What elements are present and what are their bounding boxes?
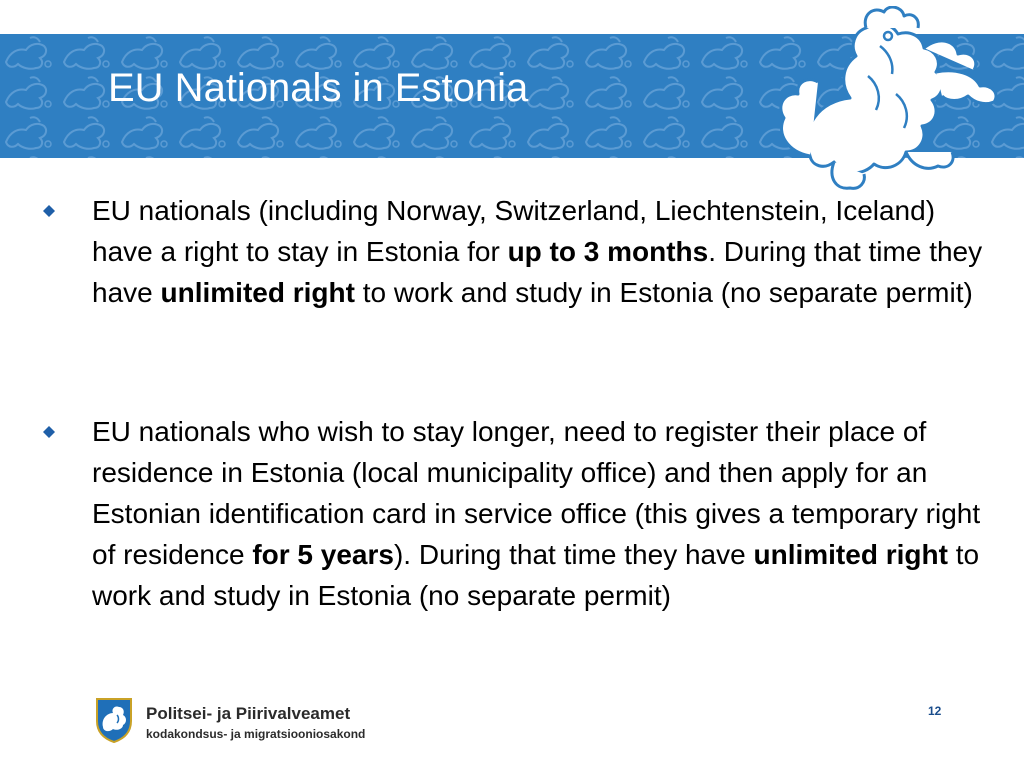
bullet-segment: EU nationals (including Norway, Switzerland, Liechtenstein, Iceland) have a right to stay in Estonia for <box>92 195 936 267</box>
bullet-segment: to work and study in Estonia (no separate permit) <box>354 277 973 308</box>
footer-organization: Politsei- ja Piirivalveamet <box>146 704 351 723</box>
police-shield-logo-icon <box>95 697 133 743</box>
bullet-text <box>92 411 992 616</box>
bullet-text <box>92 190 992 313</box>
lion-emblem-icon <box>770 6 1010 192</box>
diamond-bullet-icon <box>43 205 55 217</box>
bullet-segment-bold: up to 3 months <box>507 236 709 267</box>
bullet-segment: EU nationals who wish to stay longer, need to register their place of residence in Estonia (local municipality office) and then apply for an Estonian identification card in service office (this gives a temporary right of residence <box>92 416 981 570</box>
diamond-bullet-icon <box>43 426 55 438</box>
bullet-segment: . During that time they have <box>92 236 983 308</box>
page-number: 12 <box>928 704 942 718</box>
footer-department: kodakondsus- ja migratsiooniosakond <box>146 727 366 741</box>
bullet-segment-bold: unlimited right <box>160 277 355 308</box>
slide-title: EU Nationals in Estonia <box>108 66 529 110</box>
bullet-segment-bold: unlimited right <box>753 539 948 570</box>
bullet-segment: ). During that time they have <box>393 539 754 570</box>
bullet-segment: to work and study in Estonia (no separate permit) <box>92 539 980 611</box>
bullet-segment-bold: for 5 years <box>252 539 394 570</box>
